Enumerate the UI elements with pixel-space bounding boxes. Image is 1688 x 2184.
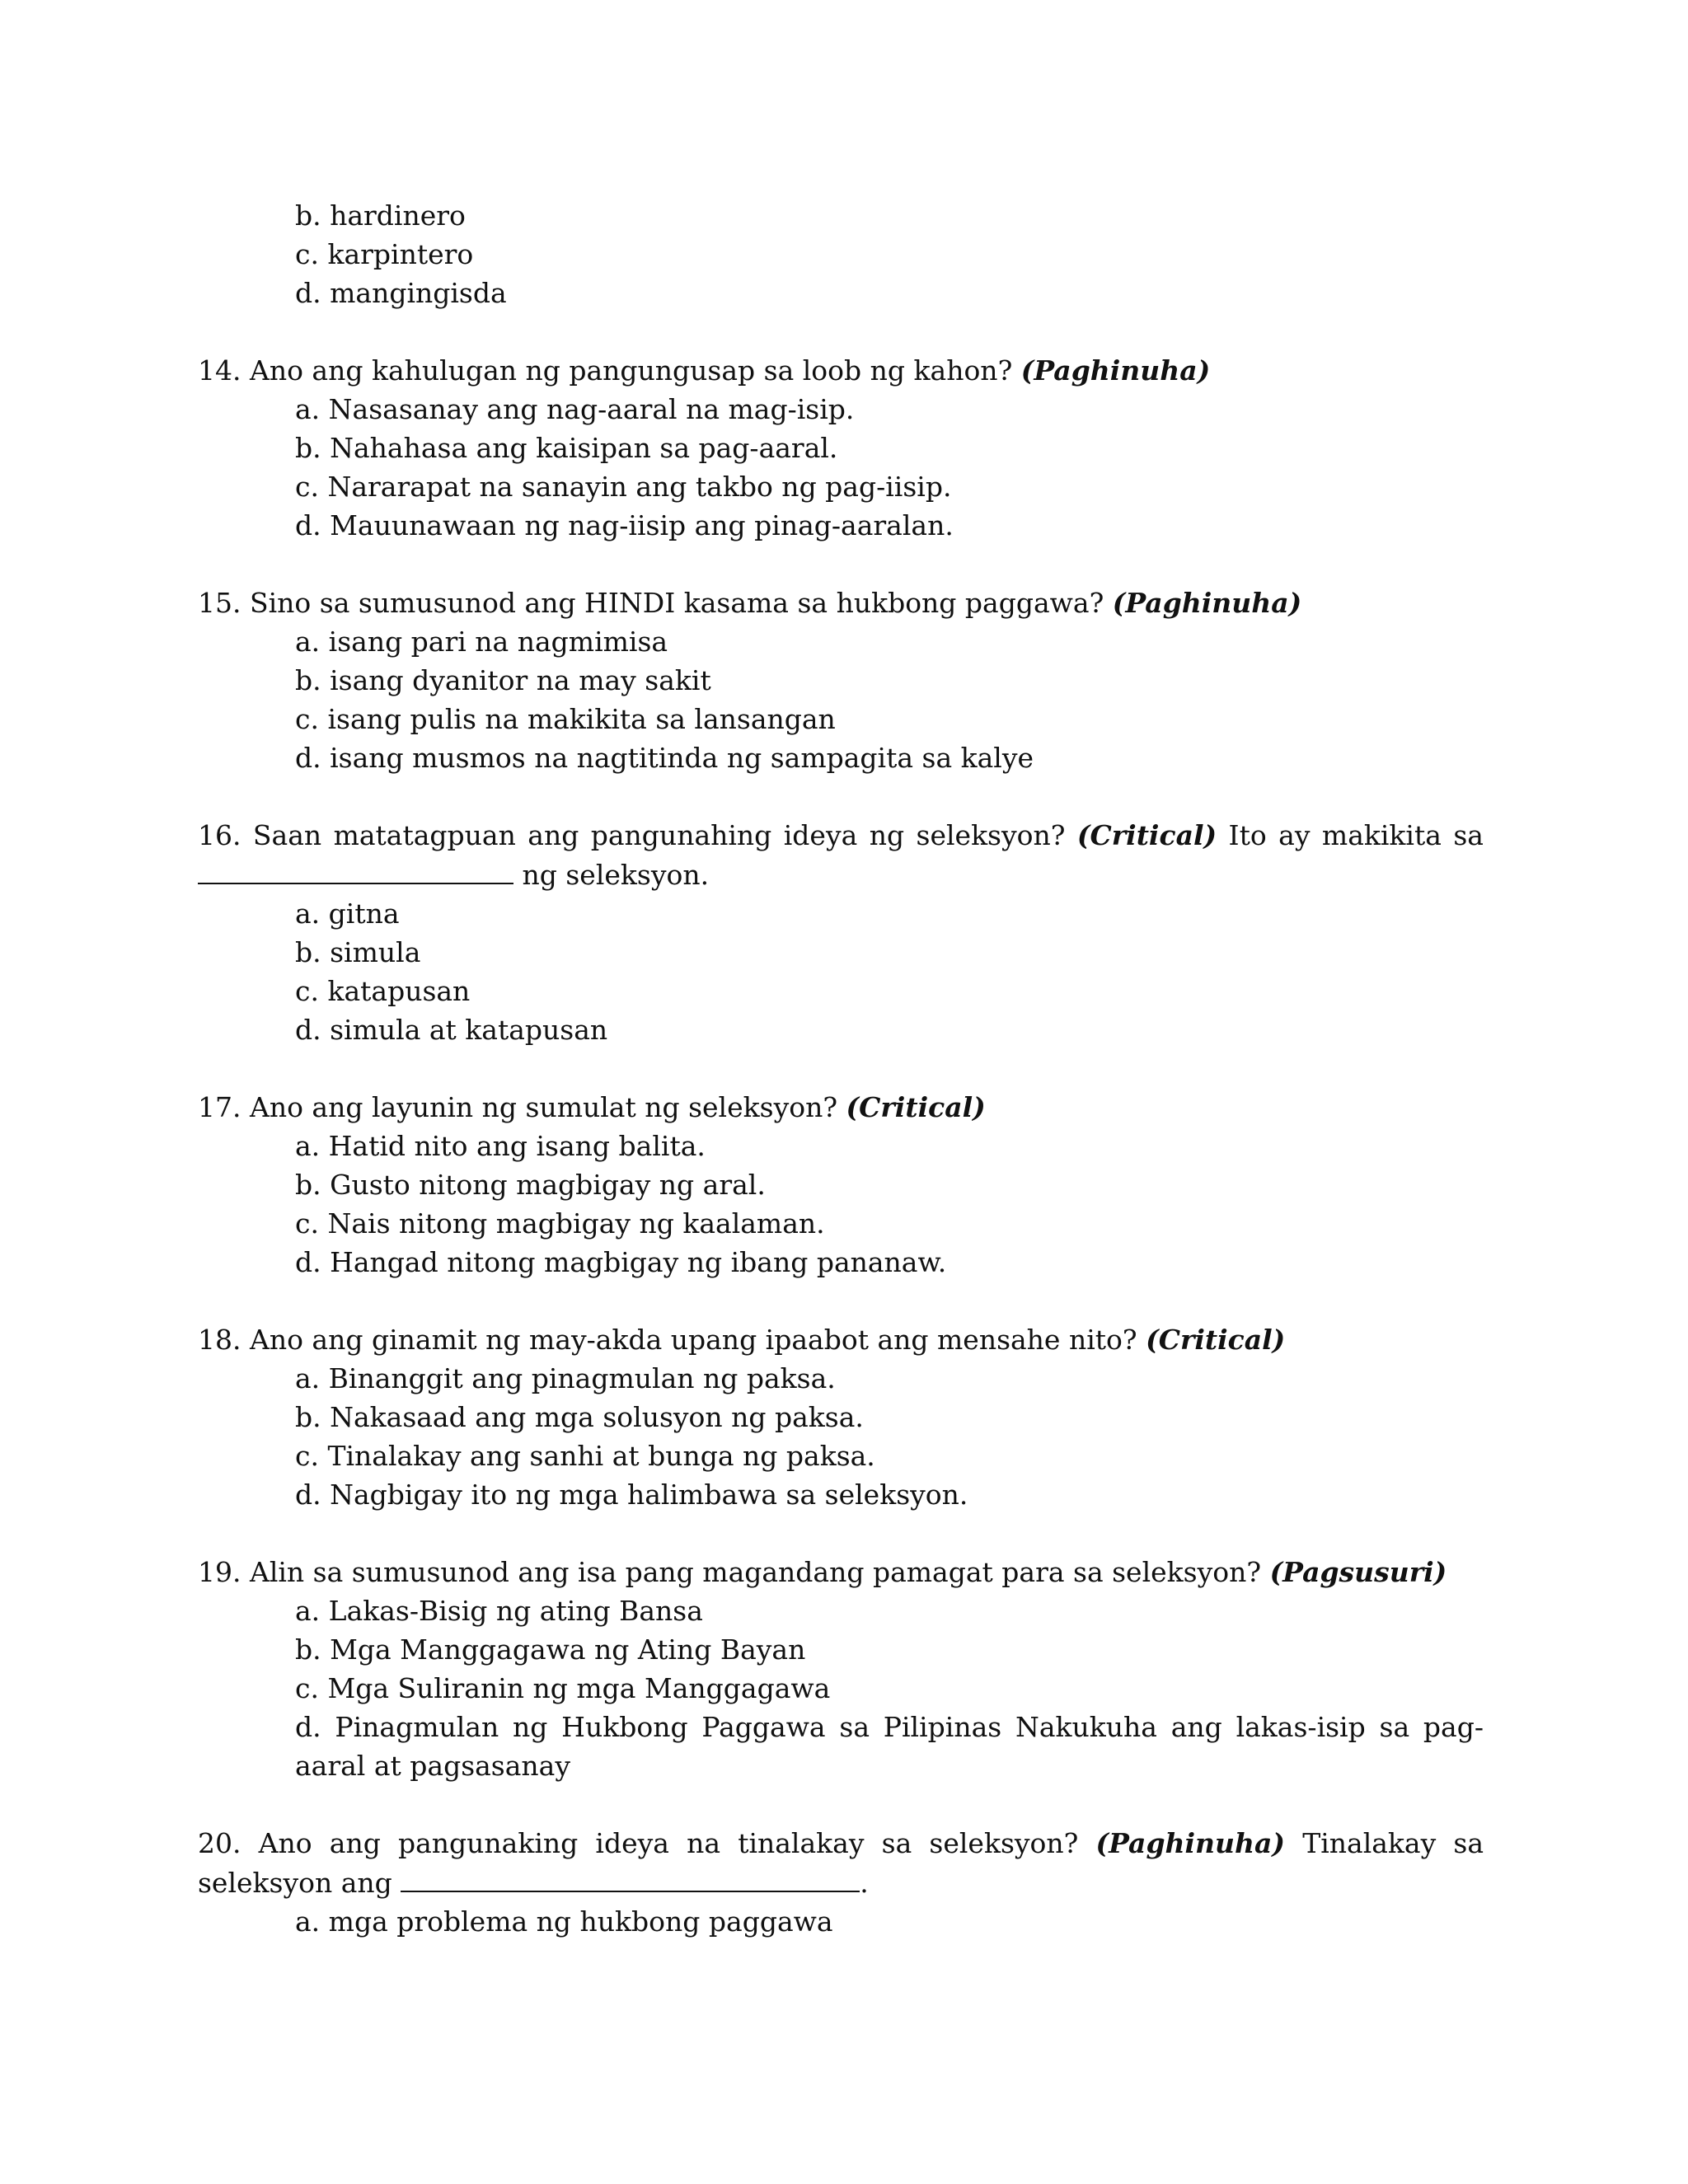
question-tag: (Paghinuha) [1112, 587, 1302, 619]
question-tag: (Pagsusuri) [1269, 1556, 1447, 1588]
question-number: 16. [198, 819, 241, 851]
choice: d. Nagbigay ito ng mga halimbawa sa seleksyon. [295, 1479, 968, 1511]
choice: c. Nais nitong magbigay ng kaalaman. [295, 1207, 825, 1240]
choice: c. karpintero [295, 238, 474, 270]
choice: a. isang pari na nagmimisa [295, 626, 668, 658]
choice: d. mangingisda [295, 277, 507, 309]
question-text [198, 1824, 1484, 1902]
choice: c. Tinalakay ang sanhi at bunga ng paksa. [295, 1440, 875, 1472]
question-tag: (Paghinuha) [1020, 354, 1211, 387]
question-text [198, 583, 1484, 622]
choice: d. Mauunawaan ng nag-iisip ang pinag-aaralan. [295, 509, 954, 541]
choice-list [198, 1902, 1484, 1941]
choice-list [198, 1127, 1484, 1282]
choice: d. simula at katapusan [295, 1014, 608, 1046]
choice: a. gitna [295, 898, 400, 930]
question-prompt: Alin sa sumusunod ang isa pang magandang pamagat para sa seleksyon? [249, 1556, 1262, 1588]
question-prompt: Ano ang pangunaking ideya na tinalakay sa seleksyon? [258, 1827, 1079, 1859]
question-prompt: Ano ang ginamit ng may-akda upang ipaabot ang mensahe nito? [249, 1324, 1137, 1356]
question-prompt: Ano ang kahulugan ng pangungusap sa loob ng kahon? [249, 354, 1013, 387]
document-page [198, 196, 1484, 1941]
question-continuation: Tinalakay sa seleksyon ang [198, 1827, 1484, 1899]
choice-list [198, 390, 1484, 545]
choice: a. Nasasanay ang nag-aaral na mag-isip. [295, 393, 855, 425]
continued-choice-list [198, 196, 1484, 312]
choice: b. Mga Manggagawa ng Ating Bayan [295, 1633, 806, 1666]
question-number: 14. [198, 354, 241, 387]
question-ending: ng seleksyon. [522, 859, 710, 891]
question-prompt: Sino sa sumusunod ang HINDI kasama sa hukbong paggawa? [249, 587, 1104, 619]
choice-list [198, 1359, 1484, 1514]
question-16 [198, 816, 1484, 1049]
choice: b. hardinero [295, 199, 466, 232]
question-tag: (Critical) [1146, 1324, 1286, 1356]
choice-list [198, 622, 1484, 777]
question-tag: (Critical) [1076, 819, 1217, 851]
choice: d. isang musmos na nagtitinda ng sampagita sa kalye [295, 742, 1034, 774]
choice: b. isang dyanitor na may sakit [295, 664, 711, 696]
choice: a. Binanggit ang pinagmulan ng paksa. [295, 1362, 836, 1394]
question-prompt: Saan matatagpuan ang pangunahing ideya ng seleksyon? [252, 819, 1066, 851]
question-text [198, 1553, 1484, 1591]
question-number: 15. [198, 587, 241, 619]
question-text [198, 1088, 1484, 1127]
choice: d. Hangad nitong magbigay ng ibang pananaw. [295, 1246, 947, 1278]
choice: c. Mga Suliranin ng mga Manggagawa [295, 1672, 831, 1704]
choice-list [198, 1591, 1484, 1785]
question-15 [198, 583, 1484, 777]
question-number: 20. [198, 1827, 241, 1859]
question-text [198, 351, 1484, 390]
question-text [198, 1320, 1484, 1359]
choice: a. Hatid nito ang isang balita. [295, 1130, 706, 1162]
question-14 [198, 351, 1484, 545]
question-tag: (Paghinuha) [1095, 1827, 1286, 1859]
answer-blank [401, 1863, 860, 1892]
choice: b. Nahahasa ang kaisipan sa pag-aaral. [295, 432, 838, 464]
question-18 [198, 1320, 1484, 1514]
question-tag: (Critical) [846, 1091, 986, 1123]
question-number: 19. [198, 1556, 241, 1588]
choice: c. isang pulis na makikita sa lansangan [295, 703, 836, 735]
question-continuation: Ito ay makikita sa [1228, 819, 1484, 851]
answer-blank [198, 855, 513, 884]
choice: b. Nakasaad ang mga solusyon ng paksa. [295, 1401, 864, 1433]
question-ending: . [860, 1867, 869, 1899]
question-prompt: Ano ang layunin ng sumulat ng seleksyon? [249, 1091, 838, 1123]
choice: b. Gusto nitong magbigay ng aral. [295, 1169, 766, 1201]
question-20 [198, 1824, 1484, 1941]
choice: b. simula [295, 936, 421, 968]
question-19 [198, 1553, 1484, 1785]
choice: c. Nararapat na sanayin ang takbo ng pag-iisip. [295, 471, 952, 503]
question-text [198, 816, 1484, 894]
question-number: 17. [198, 1091, 241, 1123]
question-number: 18. [198, 1324, 241, 1356]
choice: c. katapusan [295, 975, 471, 1007]
question-17 [198, 1088, 1484, 1282]
choice: d. Pinagmulan ng Hukbong Paggawa sa Pilipinas Nakukuha ang lakas-isip sa pag-aaral at pagsasanay [295, 1711, 1484, 1782]
choice-list [198, 894, 1484, 1049]
choice: a. mga problema ng hukbong paggawa [295, 1905, 833, 1938]
choice: a. Lakas-Bisig ng ating Bansa [295, 1595, 703, 1627]
